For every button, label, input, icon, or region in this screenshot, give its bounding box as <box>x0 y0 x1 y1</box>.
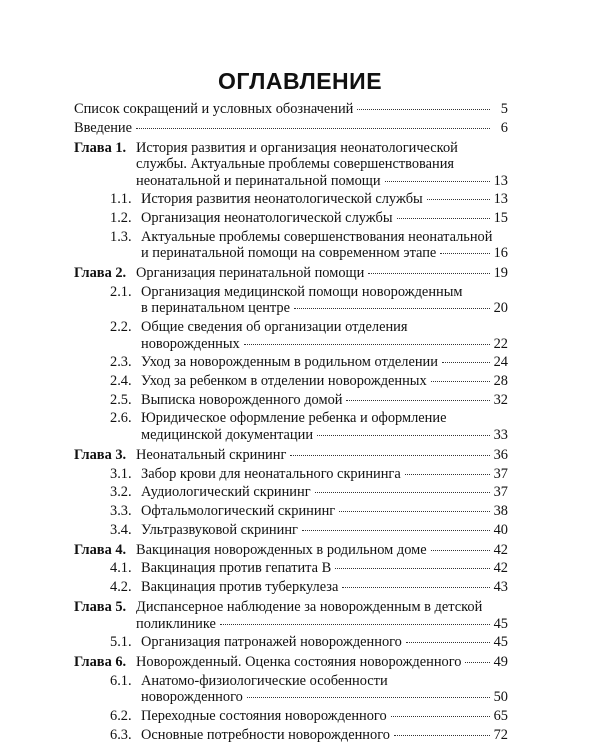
toc-entry-number: 2.6. <box>110 410 132 427</box>
toc-entry-line <box>141 579 508 596</box>
dot-leader <box>247 697 490 698</box>
toc-entry-text <box>136 140 508 190</box>
page-number: 24 <box>493 354 508 371</box>
toc-entry-line <box>141 708 508 725</box>
toc-entry[interactable] <box>74 354 508 371</box>
dot-leader <box>368 273 489 274</box>
toc-entry[interactable] <box>74 542 508 559</box>
toc-entry-number: 4.2. <box>110 579 132 595</box>
page-number: 22 <box>493 335 508 352</box>
toc-entry-title: Вакцинация против туберкулеза <box>141 579 339 595</box>
dot-leader <box>431 550 490 551</box>
toc-entry-title: История развития и организация неонатологической <box>136 139 458 156</box>
page-number: 13 <box>493 172 508 189</box>
toc-entry-number: 1.3. <box>110 228 132 245</box>
toc-entry-title: Офтальмологический скрининг <box>141 502 336 519</box>
toc-entry-line <box>141 427 508 444</box>
page-number: 13 <box>493 191 508 208</box>
page-number: 19 <box>493 265 508 282</box>
dot-leader <box>394 735 490 736</box>
toc-entry-line <box>136 265 508 282</box>
toc-entry-number: 6.2. <box>110 708 132 725</box>
toc-entry-title: Организация перинатальной помощи <box>136 265 365 282</box>
toc-entry-number <box>74 654 126 671</box>
dot-leader <box>357 109 490 110</box>
toc-entry-line <box>141 503 508 520</box>
toc-entry-number: 2.5. <box>110 391 132 408</box>
toc-entry-line <box>74 101 508 118</box>
toc-entry-title: новорожденных <box>141 335 240 352</box>
toc-entry-line <box>136 599 508 616</box>
toc-entry-number: 2.2. <box>110 319 132 336</box>
toc-entry[interactable] <box>74 229 508 262</box>
page-number: 49 <box>493 654 508 671</box>
toc-entry-text <box>141 634 508 651</box>
page-number: 37 <box>493 484 508 501</box>
toc-entry-text <box>141 466 508 483</box>
toc-entry-text <box>141 560 508 577</box>
toc-entry-line <box>136 140 508 157</box>
toc-entry-text <box>136 542 508 559</box>
toc-entry[interactable] <box>74 634 508 651</box>
toc-entry-line <box>141 210 508 227</box>
toc-entry-text <box>136 265 508 282</box>
toc-entry-title: Организация патронажей новорожденного <box>141 634 402 651</box>
chapter-label: Глава 4. <box>74 541 127 558</box>
page-number: 72 <box>493 726 508 743</box>
toc-entry[interactable] <box>74 503 508 520</box>
chapter-label: Глава 3. <box>74 446 127 463</box>
toc-entry[interactable] <box>74 447 508 464</box>
toc-entry-title: и перинатальной помощи на современном этапе <box>141 245 437 262</box>
page-title: ОГЛАВЛЕНИЕ <box>217 68 383 94</box>
toc-entry-title: Забор крови для неонатального скрининга <box>141 465 401 482</box>
toc-entry-title: Список сокращений и условных обозначений <box>74 101 354 117</box>
toc-entry-title: Новорожденный. Оценка состояния новорожденного <box>136 654 462 671</box>
toc-entry-title: медицинской документации <box>141 426 314 443</box>
toc-entry[interactable] <box>74 373 508 390</box>
toc-entry-text <box>136 447 508 464</box>
toc-entry-number: 1.2. <box>110 210 132 227</box>
toc-entry-line <box>136 654 508 671</box>
toc-entry[interactable] <box>74 522 508 539</box>
toc-entry-number <box>74 140 126 157</box>
page-number: 33 <box>493 426 508 443</box>
toc-entry-line <box>141 484 508 501</box>
toc-entry[interactable] <box>74 210 508 227</box>
toc-entry[interactable] <box>74 673 508 706</box>
toc-entry[interactable] <box>74 484 508 501</box>
toc-entry-title: Введение <box>74 119 133 136</box>
toc-entry-line <box>141 634 508 651</box>
page-number: 15 <box>493 210 508 227</box>
toc-entry-line <box>141 229 508 246</box>
toc-entry-text <box>141 191 508 208</box>
toc-entry-text <box>141 229 508 262</box>
toc-entry-title: поликлинике <box>136 615 216 632</box>
page-number: 16 <box>493 245 508 262</box>
toc-entry-title: Актуальные проблемы совершенствования неонатальной <box>141 228 493 245</box>
toc-entry-number: 3.1. <box>110 465 132 482</box>
toc-entry-title: неонатальной и перинатальной помощи <box>136 172 381 189</box>
toc-entry-title: Основные потребности новорожденного <box>141 726 390 743</box>
dot-leader <box>406 642 490 643</box>
toc-entry-text <box>141 673 508 706</box>
dot-leader <box>440 253 489 254</box>
toc-entry-line <box>141 673 508 690</box>
toc-entry-title: Организация медицинской помощи новорожденным <box>141 283 463 300</box>
toc-entry[interactable] <box>74 708 508 725</box>
dot-leader <box>431 381 490 382</box>
toc-entry-line <box>141 191 508 208</box>
toc-entry[interactable] <box>74 120 508 137</box>
toc-entry-line <box>141 300 508 317</box>
toc-entry-line <box>136 156 508 173</box>
toc-entry-title: в перинатальном центре <box>141 300 290 317</box>
toc-entry-text <box>141 210 508 227</box>
toc-entry-number: 3.3. <box>110 502 132 519</box>
toc-entry-title: Вакцинация новорожденных в родильном доме <box>136 541 427 558</box>
chapter-label: Глава 6. <box>74 654 127 671</box>
toc-entry-title: Юридическое оформление ребенка и оформление <box>141 410 447 427</box>
toc-entry-text <box>141 503 508 520</box>
dot-leader <box>315 492 490 493</box>
toc-entry-number: 2.1. <box>110 283 132 300</box>
toc-entry-title: службы. Актуальные проблемы совершенствования <box>136 156 455 173</box>
dot-leader <box>302 530 490 531</box>
toc-entry-line <box>136 447 508 464</box>
page-number: 28 <box>493 373 508 389</box>
dot-leader <box>339 511 489 512</box>
page-number: 42 <box>493 541 508 558</box>
dot-leader <box>290 455 489 456</box>
toc-entry-line <box>74 120 508 137</box>
toc-entry-line <box>141 689 508 706</box>
table-of-contents <box>74 101 508 745</box>
toc-entry-text <box>141 354 508 371</box>
page-number: 45 <box>493 634 508 651</box>
page-number: 6 <box>500 119 508 136</box>
toc-entry[interactable] <box>74 284 508 317</box>
toc-entry-number: 6.3. <box>110 726 132 743</box>
toc-entry-number <box>74 265 126 282</box>
page-number: 5 <box>500 101 508 117</box>
dot-leader <box>391 716 490 717</box>
toc-entry-text <box>74 101 508 118</box>
toc-entry-text <box>141 727 508 744</box>
dot-leader <box>294 308 490 309</box>
dot-leader <box>335 568 489 569</box>
toc-entry-line <box>136 616 508 633</box>
toc-entry[interactable] <box>74 560 508 577</box>
toc-entry-text <box>141 522 508 539</box>
toc-entry-text <box>141 708 508 725</box>
toc-entry-number: 3.4. <box>110 521 132 538</box>
toc-entry-line <box>141 245 508 262</box>
dot-leader <box>136 128 490 129</box>
page-number: 32 <box>493 391 508 408</box>
toc-entry-number <box>74 542 126 559</box>
page-number: 42 <box>493 560 508 577</box>
toc-entry[interactable] <box>74 392 508 409</box>
toc-entry-title: Вакцинация против гепатита В <box>141 560 332 577</box>
dot-leader <box>442 362 490 363</box>
page-number: 65 <box>493 708 508 725</box>
toc-entry-line <box>141 354 508 371</box>
page-number: 45 <box>493 615 508 632</box>
toc-entry-number <box>74 599 126 616</box>
toc-entry-line <box>141 336 508 353</box>
toc-entry[interactable] <box>74 466 508 483</box>
toc-entry-text <box>141 319 508 352</box>
toc-entry-title: Уход за ребенком в отделении новорожденных <box>141 373 427 389</box>
toc-entry-number <box>74 447 126 464</box>
toc-entry-text <box>141 284 508 317</box>
toc-entry-title: Общие сведения об организации отделения <box>141 319 408 336</box>
page-number: 37 <box>493 465 508 482</box>
toc-entry-number: 5.1. <box>110 634 132 651</box>
toc-entry-line <box>141 392 508 409</box>
chapter-label: Глава 2. <box>74 265 127 282</box>
toc-entry[interactable] <box>74 654 508 671</box>
toc-entry-line <box>141 466 508 483</box>
toc-entry-text <box>136 654 508 671</box>
toc-entry-text <box>74 120 508 137</box>
page-number: 40 <box>493 521 508 538</box>
chapter-label: Глава 1. <box>74 139 127 156</box>
toc-entry-line <box>141 410 508 427</box>
toc-entry[interactable] <box>74 579 508 596</box>
dot-leader <box>220 624 490 625</box>
toc-entry-line <box>141 319 508 336</box>
toc-entry[interactable] <box>74 265 508 282</box>
toc-entry-number: 2.3. <box>110 354 132 371</box>
dot-leader <box>244 344 490 345</box>
toc-entry-line <box>141 560 508 577</box>
toc-entry-line <box>136 542 508 559</box>
toc-entry-text <box>141 392 508 409</box>
dot-leader <box>342 587 489 588</box>
toc-entry-number: 1.1. <box>110 191 132 208</box>
toc-entry[interactable] <box>74 191 508 208</box>
dot-leader <box>427 199 490 200</box>
toc-entry-title: История развития неонатологической службы <box>141 191 423 208</box>
toc-entry-title: Ультразвуковой скрининг <box>141 521 298 538</box>
toc-entry[interactable] <box>74 319 508 352</box>
page-number: 43 <box>493 579 508 595</box>
dot-leader <box>405 474 490 475</box>
toc-entry[interactable] <box>74 140 508 190</box>
dot-leader <box>465 662 489 663</box>
toc-entry-title: Аудиологический скрининг <box>141 484 311 501</box>
toc-entry-title: Диспансерное наблюдение за новорожденным в детской <box>136 599 483 615</box>
toc-entry-text <box>141 373 508 390</box>
toc-entry-number: 6.1. <box>110 672 132 689</box>
toc-entry-text <box>141 410 508 443</box>
toc-entry-line <box>141 727 508 744</box>
toc-entry-title: Анатомо-физиологические особенности <box>141 672 388 689</box>
toc-entry[interactable] <box>74 410 508 443</box>
page-number: 20 <box>493 300 508 317</box>
dot-leader <box>317 435 490 436</box>
dot-leader <box>397 218 490 219</box>
toc-entry-title: Уход за новорожденным в родильном отделении <box>141 354 438 371</box>
toc-entry-line <box>141 522 508 539</box>
toc-entry-text <box>141 579 508 596</box>
page-number: 36 <box>493 446 508 463</box>
toc-entry-number: 3.2. <box>110 484 132 501</box>
toc-entry-title: Организация неонатологической службы <box>141 210 393 227</box>
chapter-label: Глава 5. <box>74 599 127 615</box>
toc-entry-line <box>136 173 508 190</box>
toc-entry-number: 4.1. <box>110 560 132 577</box>
toc-entry-title: новорожденного <box>141 689 243 706</box>
toc-entry[interactable] <box>74 101 508 118</box>
toc-entry[interactable] <box>74 727 508 744</box>
dot-leader <box>346 400 489 401</box>
toc-entry-title: Выписка новорожденного домой <box>141 391 343 408</box>
toc-entry-number: 2.4. <box>110 373 132 389</box>
toc-entry-line <box>141 373 508 390</box>
toc-entry-title: Неонатальный скрининг <box>136 446 287 463</box>
dot-leader <box>385 181 490 182</box>
toc-entry-text <box>136 599 508 632</box>
toc-entry-text <box>141 484 508 501</box>
toc-entry-line <box>141 284 508 301</box>
toc-entry[interactable] <box>74 599 508 632</box>
toc-entry-title: Переходные состояния новорожденного <box>141 708 387 725</box>
page-number: 50 <box>493 689 508 706</box>
page-number: 38 <box>493 502 508 519</box>
